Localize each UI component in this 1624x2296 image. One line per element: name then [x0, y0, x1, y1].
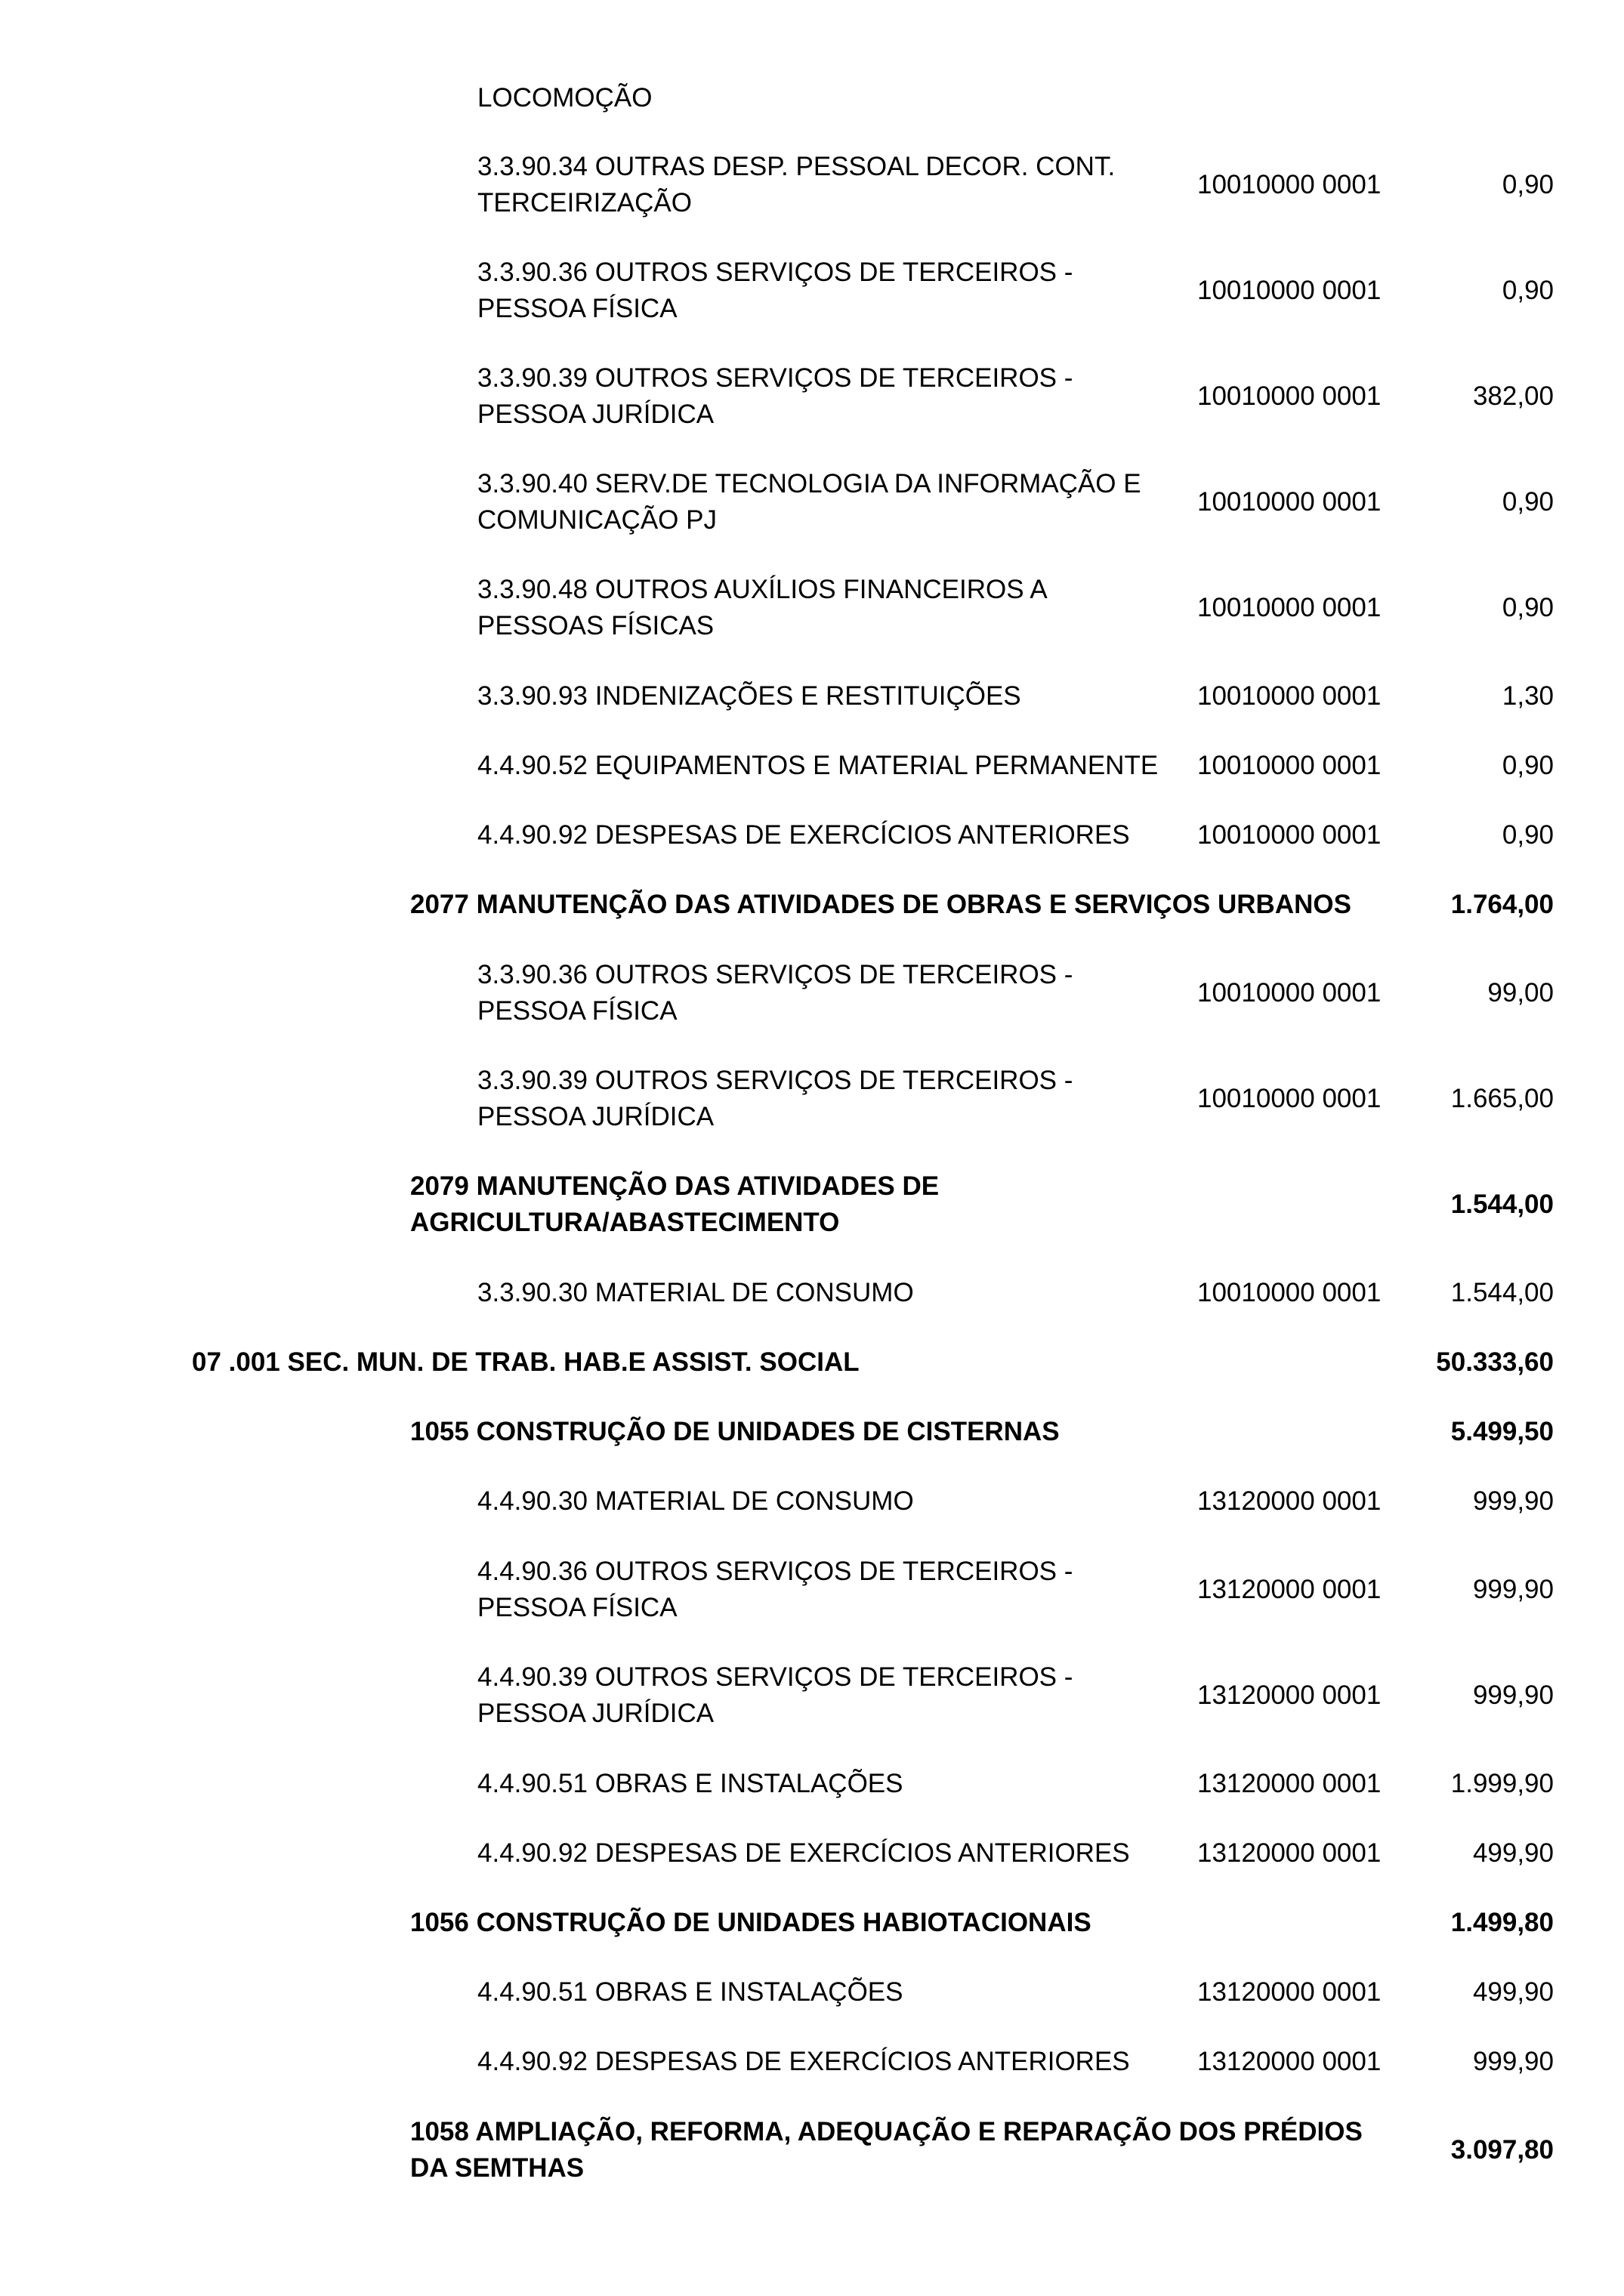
action-description: [410, 1414, 1422, 1450]
description-line: LOCOMOÇÃO: [477, 83, 653, 113]
expense-description: [477, 1659, 1195, 1732]
source-code: 10010000 0001: [1197, 820, 1382, 850]
amount-value: 999,90: [1472, 1575, 1554, 1604]
description-line: 3.3.90.30 MATERIAL DE CONSUMO: [477, 1278, 914, 1307]
description-line: 4.4.90.51 OBRAS E INSTALAÇÕES: [477, 1769, 903, 1798]
expense-description: [477, 1275, 1195, 1311]
amount-value: 1.764,00: [1450, 890, 1554, 919]
description-line: 07 .001 SEC. MUN. DE TRAB. HAB.E ASSIST. SOCIAL: [192, 1347, 860, 1377]
description-line: TERCEIRIZAÇÃO: [477, 188, 692, 218]
description-line: 3.3.90.40 SERV.DE TECNOLOGIA DA INFORMAÇÃO E: [477, 469, 1141, 498]
expense-description: [477, 1063, 1195, 1135]
expense-description: [477, 572, 1195, 644]
description-line: 2077 MANUTENÇÃO DAS ATIVIDADES DE OBRAS E SERVIÇOS URBANOS: [410, 890, 1351, 919]
description-line: 3.3.90.36 OUTROS SERVIÇOS DE TERCEIROS -: [477, 258, 1073, 287]
amount-value: 0,90: [1502, 751, 1554, 780]
expense-description: [477, 1835, 1195, 1872]
description-line: 3.3.90.39 OUTROS SERVIÇOS DE TERCEIROS -: [477, 1066, 1073, 1095]
description-line: PESSOAS FÍSICAS: [477, 611, 715, 640]
expense-description: [477, 1483, 1195, 1520]
amount-value: 0,90: [1502, 820, 1554, 850]
description-line: 4.4.90.30 MATERIAL DE CONSUMO: [477, 1486, 914, 1516]
expense-description: [477, 1974, 1195, 2011]
source-code: 13120000 0001: [1197, 1977, 1382, 2007]
action-description: [410, 1905, 1422, 1941]
amount-value: 1.544,00: [1450, 1190, 1554, 1219]
description-line: 4.4.90.52 EQUIPAMENTOS E MATERIAL PERMANENTE: [477, 751, 1159, 780]
expense-description: [477, 817, 1195, 853]
description-line: PESSOA FÍSICA: [477, 1593, 678, 1622]
source-code: 10010000 0001: [1197, 593, 1382, 622]
action-description: [410, 1168, 1422, 1241]
description-line: 2079 MANUTENÇÃO DAS ATIVIDADES DE: [410, 1171, 940, 1201]
amount-value: 0,90: [1502, 593, 1554, 622]
amount-value: 1.544,00: [1450, 1278, 1554, 1307]
action-description: [410, 887, 1422, 923]
source-code: 10010000 0001: [1197, 681, 1382, 711]
amount-value: 499,90: [1472, 1977, 1554, 2007]
amount-value: 3.097,80: [1450, 2135, 1554, 2165]
amount-value: 1.499,80: [1450, 1908, 1554, 1937]
description-line: 1055 CONSTRUÇÃO DE UNIDADES DE CISTERNAS: [410, 1417, 1060, 1446]
source-code: 13120000 0001: [1197, 2047, 1382, 2076]
unit-description: [192, 1344, 1476, 1381]
amount-value: 999,90: [1472, 1486, 1554, 1516]
amount-value: 50.333,60: [1436, 1347, 1554, 1377]
description-line: PESSOA JURÍDICA: [477, 400, 715, 429]
amount-value: 999,90: [1472, 1680, 1554, 1710]
source-code: 13120000 0001: [1197, 1680, 1382, 1710]
amount-value: 382,00: [1472, 381, 1554, 411]
source-code: 10010000 0001: [1197, 751, 1382, 780]
amount-value: 499,90: [1472, 1838, 1554, 1868]
description-line: 4.4.90.51 OBRAS E INSTALAÇÕES: [477, 1977, 903, 2007]
expense-description: [477, 149, 1195, 221]
expense-description: [477, 957, 1195, 1029]
description-line: COMUNICAÇÃO PJ: [477, 505, 717, 535]
source-code: 10010000 0001: [1197, 1278, 1382, 1307]
expense-description: [477, 678, 1195, 714]
description-line: 1058 AMPLIAÇÃO, REFORMA, ADEQUAÇÃO E REPARAÇÃO DOS PRÉDIOS: [410, 2117, 1363, 2146]
description-line: AGRICULTURA/ABASTECIMENTO: [410, 1208, 840, 1237]
expense-description: [477, 80, 1195, 116]
amount-value: 1.665,00: [1450, 1084, 1554, 1113]
expense-description: [477, 255, 1195, 327]
description-line: 4.4.90.39 OUTROS SERVIÇOS DE TERCEIROS -: [477, 1662, 1073, 1692]
expense-description: [477, 360, 1195, 433]
description-line: 4.4.90.92 DESPESAS DE EXERCÍCIOS ANTERIORES: [477, 820, 1130, 850]
description-line: PESSOA FÍSICA: [477, 996, 678, 1026]
description-line: 3.3.90.36 OUTROS SERVIÇOS DE TERCEIROS -: [477, 960, 1073, 989]
description-line: PESSOA JURÍDICA: [477, 1699, 715, 1728]
source-code: 13120000 0001: [1197, 1575, 1382, 1604]
amount-value: 5.499,50: [1450, 1417, 1554, 1446]
expense-description: [477, 466, 1195, 539]
description-line: 3.3.90.39 OUTROS SERVIÇOS DE TERCEIROS -: [477, 363, 1073, 393]
expense-description: [477, 1766, 1195, 1802]
description-line: DA SEMTHAS: [410, 2153, 585, 2183]
source-code: 10010000 0001: [1197, 276, 1382, 305]
description-line: 4.4.90.92 DESPESAS DE EXERCÍCIOS ANTERIORES: [477, 1838, 1130, 1868]
description-line: 1056 CONSTRUÇÃO DE UNIDADES HABIOTACIONAIS: [410, 1908, 1091, 1937]
description-line: 4.4.90.92 DESPESAS DE EXERCÍCIOS ANTERIORES: [477, 2047, 1130, 2076]
description-line: PESSOA FÍSICA: [477, 294, 678, 323]
amount-value: 999,90: [1472, 2047, 1554, 2076]
amount-value: 1.999,90: [1450, 1769, 1554, 1798]
source-code: 13120000 0001: [1197, 1486, 1382, 1516]
action-description: [410, 2114, 1422, 2186]
description-line: 3.3.90.93 INDENIZAÇÕES E RESTITUIÇÕES: [477, 681, 1021, 711]
description-line: 3.3.90.34 OUTRAS DESP. PESSOAL DECOR. CONT.: [477, 152, 1116, 181]
expense-description: [477, 748, 1195, 784]
expense-description: [477, 2044, 1195, 2080]
source-code: 13120000 0001: [1197, 1769, 1382, 1798]
description-line: PESSOA JURÍDICA: [477, 1102, 715, 1131]
amount-value: 0,90: [1502, 276, 1554, 305]
source-code: 10010000 0001: [1197, 381, 1382, 411]
source-code: 10010000 0001: [1197, 170, 1382, 199]
amount-value: 99,00: [1487, 978, 1554, 1008]
source-code: 10010000 0001: [1197, 1084, 1382, 1113]
amount-value: 1,30: [1502, 681, 1554, 711]
amount-value: 0,90: [1502, 487, 1554, 517]
expense-description: [477, 1554, 1195, 1626]
amount-value: 0,90: [1502, 170, 1554, 199]
description-line: 3.3.90.48 OUTROS AUXÍLIOS FINANCEIROS A: [477, 575, 1048, 604]
source-code: 13120000 0001: [1197, 1838, 1382, 1868]
source-code: 10010000 0001: [1197, 487, 1382, 517]
source-code: 10010000 0001: [1197, 978, 1382, 1008]
description-line: 4.4.90.36 OUTROS SERVIÇOS DE TERCEIROS -: [477, 1557, 1073, 1586]
